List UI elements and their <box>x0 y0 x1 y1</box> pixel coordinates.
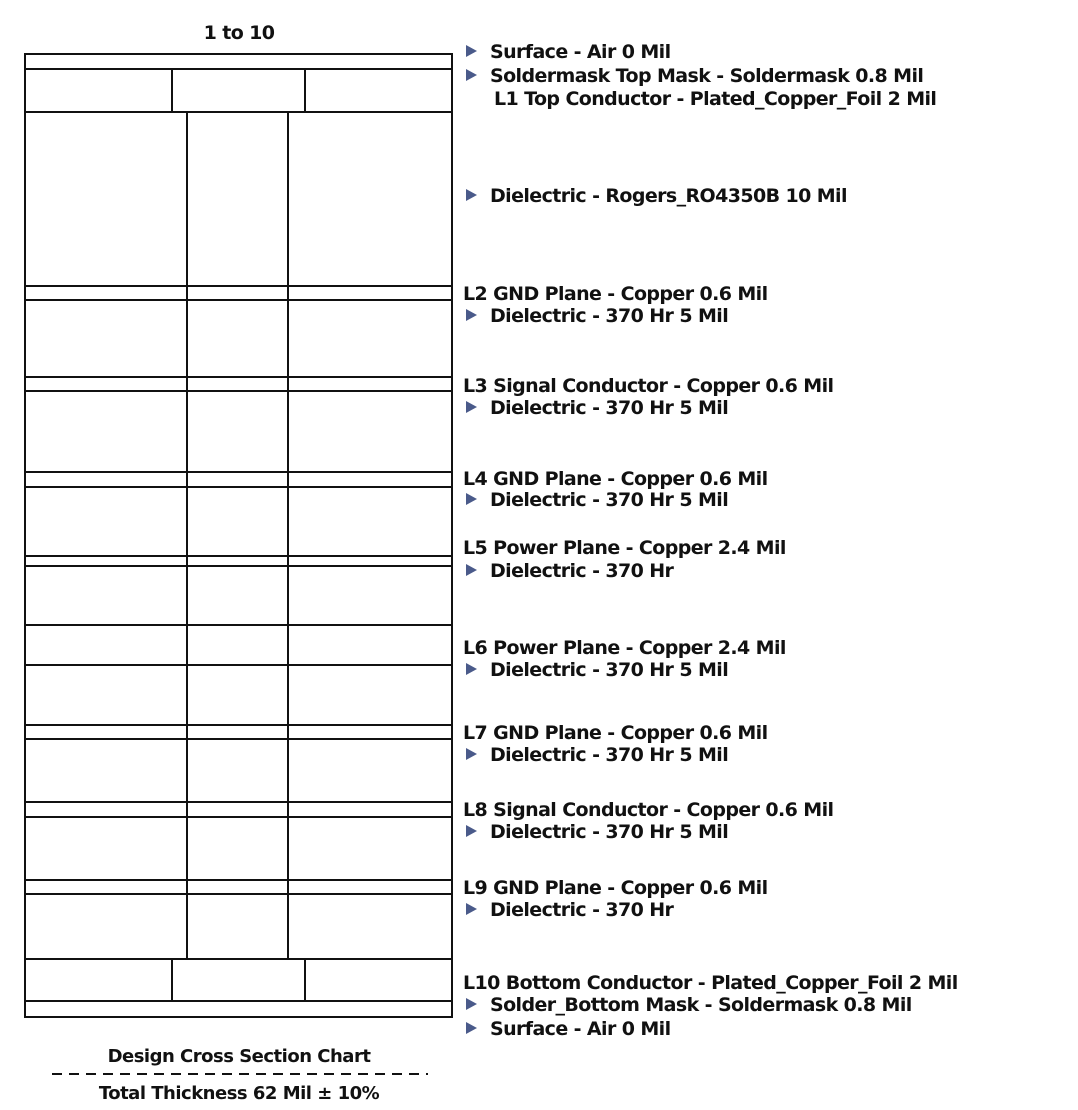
layer-label-soldermask-top <box>466 65 923 87</box>
stackup-outline <box>25 54 452 1017</box>
layer-label-dielectric-7 <box>466 744 728 766</box>
arrow-right-icon <box>466 45 477 57</box>
layer-label-text: L7 GND Plane - Copper 0.6 Mil <box>463 722 768 744</box>
layer-label-text: Dielectric - 370 Hr 5 Mil <box>490 305 729 327</box>
arrow-right-icon <box>466 401 477 413</box>
arrow-right-icon <box>466 1022 477 1034</box>
arrow-right-icon <box>466 493 477 505</box>
layer-label-text: Surface - Air 0 Mil <box>490 41 671 63</box>
layer-label-l5 <box>463 537 786 559</box>
layer-label-dielectric-3 <box>466 397 728 419</box>
layer-label-text: L8 Signal Conductor - Copper 0.6 Mil <box>463 799 834 821</box>
layer-label-l2 <box>463 283 768 305</box>
layer-label-dielectric-1 <box>466 185 847 207</box>
layer-label-text: Dielectric - 370 Hr 5 Mil <box>490 489 729 511</box>
layer-label-text: L5 Power Plane - Copper 2.4 Mil <box>463 537 786 559</box>
arrow-right-icon <box>466 663 477 675</box>
layer-label-surface-top <box>466 41 671 63</box>
layer-label-l1 <box>494 88 936 110</box>
layer-label-l4 <box>463 468 768 490</box>
layer-label-l9 <box>463 877 768 899</box>
arrow-right-icon <box>466 998 477 1010</box>
layer-label-l7 <box>463 722 768 744</box>
layer-label-text: Dielectric - 370 Hr 5 Mil <box>490 744 729 766</box>
layer-label-dielectric-9 <box>466 899 675 921</box>
layer-label-text: L9 GND Plane - Copper 0.6 Mil <box>463 877 768 899</box>
layer-label-l8 <box>463 799 833 821</box>
layer-label-text: L4 GND Plane - Copper 0.6 Mil <box>463 468 768 490</box>
layer-label-text: Surface - Air 0 Mil <box>490 1018 671 1040</box>
arrow-right-icon <box>466 748 477 760</box>
total-thickness: Total Thickness 62 Mil ± 10% <box>98 1083 380 1104</box>
arrow-right-icon <box>466 189 477 201</box>
chart-name: Design Cross Section Chart <box>107 1046 371 1067</box>
layer-label-text: L3 Signal Conductor - Copper 0.6 Mil <box>463 375 834 397</box>
layer-label-l6 <box>463 637 786 659</box>
layer-label-text: Dielectric - 370 Hr <box>490 899 674 921</box>
layer-label-text: Dielectric - 370 Hr 5 Mil <box>490 397 729 419</box>
arrow-right-icon <box>466 564 477 576</box>
layer-label-text: L10 Bottom Conductor - Plated_Copper_Foil 2 Mil <box>463 972 958 994</box>
layer-label-l3 <box>463 375 833 397</box>
layer-label-l10 <box>463 972 958 994</box>
layer-label-text: Dielectric - Rogers_RO4350B 10 Mil <box>490 185 847 207</box>
arrow-right-icon <box>466 903 477 915</box>
layer-label-soldermask-bottom <box>466 994 912 1016</box>
layer-label-surface-bottom <box>466 1018 671 1040</box>
layer-label-dielectric-4 <box>466 489 728 511</box>
layer-label-text: Soldermask Top Mask - Soldermask 0.8 Mil <box>490 65 924 87</box>
layer-label-text: Solder_Bottom Mask - Soldermask 0.8 Mil <box>490 994 912 1016</box>
layer-label-dielectric-6 <box>466 659 728 681</box>
layer-label-text: Dielectric - 370 Hr 5 Mil <box>490 659 729 681</box>
layer-label-dielectric-5 <box>466 560 675 582</box>
arrow-right-icon <box>466 309 477 321</box>
stackup-block <box>25 54 452 1017</box>
layer-label-text: Dielectric - 370 Hr <box>490 560 674 582</box>
stackup-title: 1 to 10 <box>203 22 275 44</box>
layer-label-dielectric-2 <box>466 305 728 327</box>
layer-label-text: Dielectric - 370 Hr 5 Mil <box>490 821 729 843</box>
layer-label-dielectric-8 <box>466 821 728 843</box>
arrow-right-icon <box>466 69 477 81</box>
arrow-right-icon <box>466 825 477 837</box>
layer-label-text: L6 Power Plane - Copper 2.4 Mil <box>463 637 786 659</box>
layer-label-text: L2 GND Plane - Copper 0.6 Mil <box>463 283 768 305</box>
layer-label-text: L1 Top Conductor - Plated_Copper_Foil 2 Mil <box>494 88 937 110</box>
